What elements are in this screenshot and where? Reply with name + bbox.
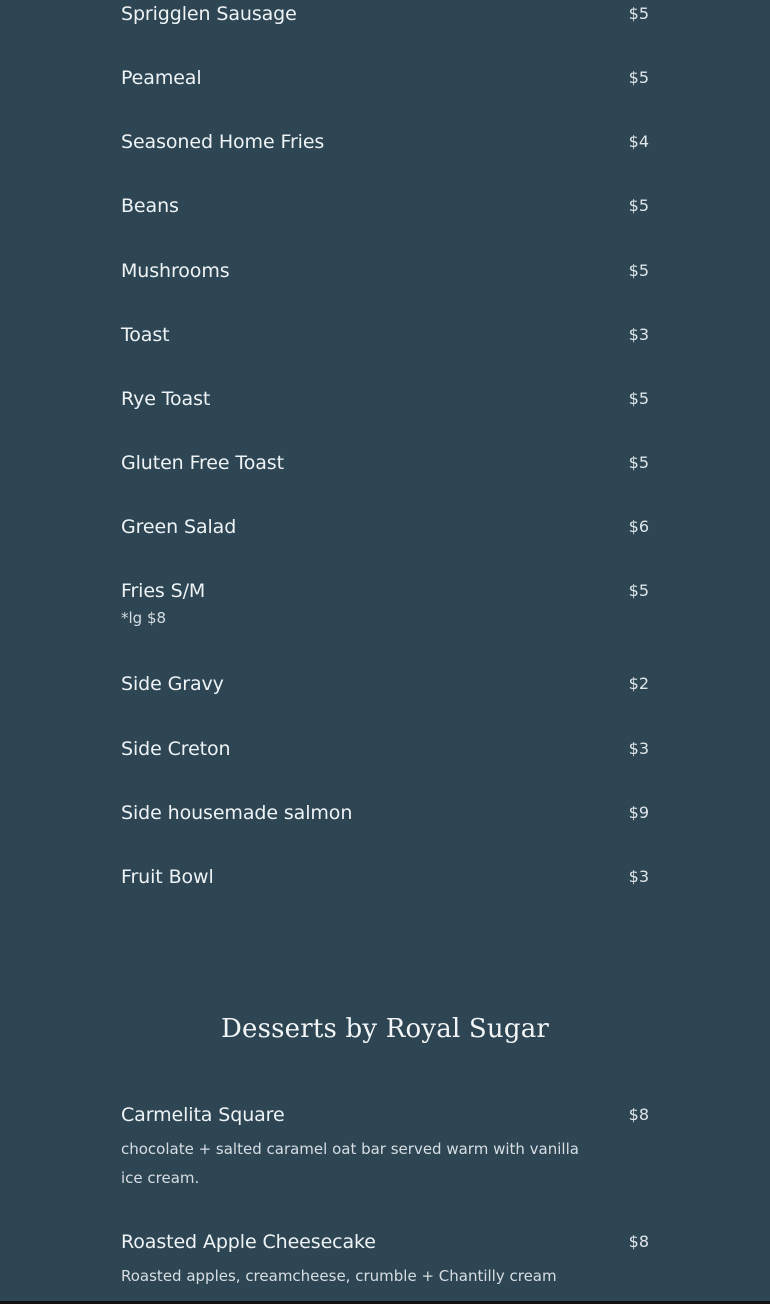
item-price: $5 bbox=[628, 68, 649, 87]
item-name: Fruit Bowl bbox=[121, 866, 214, 888]
menu-item-beans bbox=[121, 193, 649, 223]
item-name: Side Creton bbox=[121, 738, 231, 760]
item-name: Side Gravy bbox=[121, 673, 224, 695]
item-description: chocolate + salted caramel oat bar served warm with vanilla ice cream. bbox=[121, 1140, 579, 1187]
menu-item-side-creton bbox=[121, 736, 649, 766]
item-price: $5 bbox=[628, 389, 649, 408]
menu-item-peameal bbox=[121, 65, 649, 95]
item-name: Side housemade salmon bbox=[121, 802, 353, 824]
item-price: $5 bbox=[628, 581, 649, 600]
item-name: Gluten Free Toast bbox=[121, 452, 284, 474]
item-price: $5 bbox=[628, 196, 649, 215]
menu-item-side-housemade-salmon bbox=[121, 800, 649, 830]
item-name: Beans bbox=[121, 195, 179, 217]
menu-item-roasted-apple-cheesecake bbox=[121, 1229, 649, 1299]
menu-item-toast bbox=[121, 322, 649, 352]
menu-item-seasoned-home-fries bbox=[121, 129, 649, 159]
item-price: $8 bbox=[628, 1232, 649, 1251]
menu-item-fries bbox=[121, 578, 649, 634]
item-name: Sprigglen Sausage bbox=[121, 3, 297, 25]
item-name: Fries S/M bbox=[121, 580, 206, 602]
menu-item-fruit-bowl bbox=[121, 864, 649, 894]
item-price: $3 bbox=[628, 325, 649, 344]
item-price: $5 bbox=[628, 4, 649, 23]
item-note: *lg $8 bbox=[121, 609, 167, 627]
item-description: Roasted apples, creamcheese, crumble + Chantilly cream bbox=[121, 1267, 557, 1285]
item-price: $2 bbox=[628, 674, 649, 693]
item-price: $5 bbox=[628, 261, 649, 280]
menu-item-carmelita-square bbox=[121, 1102, 649, 1197]
item-price: $5 bbox=[628, 453, 649, 472]
item-name: Roasted Apple Cheesecake bbox=[121, 1231, 376, 1253]
menu-item-rye-toast bbox=[121, 386, 649, 416]
menu-item-mushrooms bbox=[121, 258, 649, 288]
item-price: $8 bbox=[628, 1105, 649, 1124]
menu-item-green-salad bbox=[121, 514, 649, 544]
item-name: Rye Toast bbox=[121, 388, 211, 410]
item-name: Seasoned Home Fries bbox=[121, 131, 325, 153]
item-price: $3 bbox=[628, 739, 649, 758]
item-name: Carmelita Square bbox=[121, 1104, 285, 1126]
item-name: Green Salad bbox=[121, 516, 237, 538]
item-price: $6 bbox=[628, 517, 649, 536]
item-name: Toast bbox=[121, 324, 170, 346]
section-title-desserts: Desserts by Royal Sugar bbox=[220, 1014, 550, 1044]
item-name: Peameal bbox=[121, 67, 202, 89]
item-price: $4 bbox=[628, 132, 649, 151]
menu-item-gluten-free-toast bbox=[121, 450, 649, 480]
item-price: $9 bbox=[628, 803, 649, 822]
menu-item-sprigglen-sausage bbox=[121, 1, 649, 31]
menu-item-side-gravy bbox=[121, 671, 649, 701]
item-name: Mushrooms bbox=[121, 260, 230, 282]
item-price: $3 bbox=[628, 867, 649, 886]
